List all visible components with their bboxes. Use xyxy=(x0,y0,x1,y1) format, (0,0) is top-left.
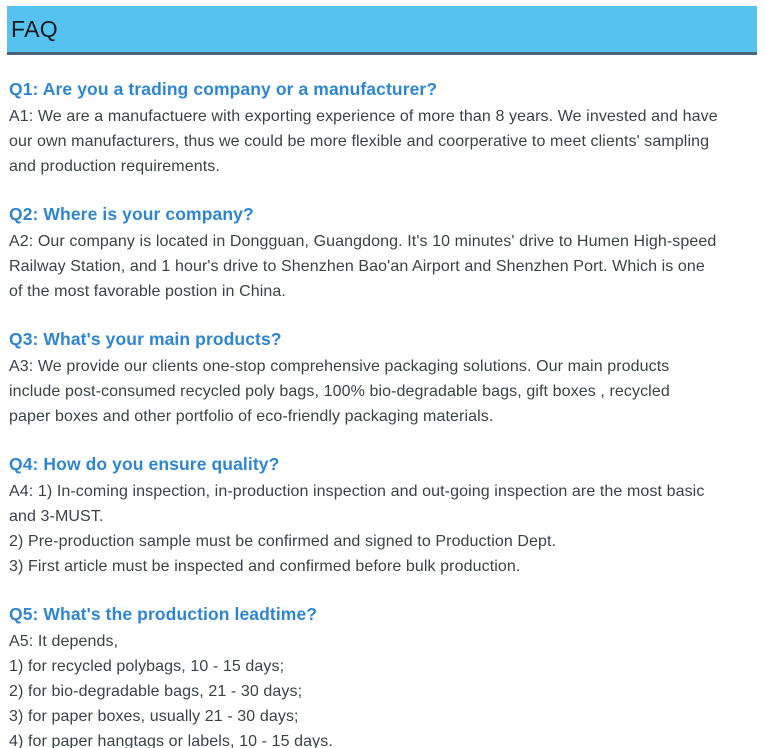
faq-answer xyxy=(9,229,755,304)
faq-answer-line: A3: We provide our clients one-stop comprehensive packaging solutions. Our main products xyxy=(9,358,670,375)
faq-item xyxy=(9,201,755,304)
faq-answer-line: 2) Pre-production sample must be confirmed and signed to Production Dept. xyxy=(9,533,557,550)
faq-answer-line: our own manufacturers, thus we could be more flexible and coorperative to meet clients' sampling xyxy=(9,133,710,150)
faq-question: Q3: What's your main products? xyxy=(9,329,282,349)
faq-answer-line: 4) for paper hangtags or labels, 10 - 15 days. xyxy=(9,733,333,748)
faq-answer xyxy=(9,354,755,429)
faq-answer-line: A1: We are a manufactuere with exporting experience of more than 8 years. We invested and have xyxy=(9,108,718,125)
faq-answer-line: and 3-MUST. xyxy=(9,508,104,525)
faq-section-header xyxy=(7,6,757,55)
faq-list xyxy=(0,55,765,748)
faq-answer-line: and production requirements. xyxy=(9,158,220,175)
faq-answer xyxy=(9,104,755,179)
faq-answer-line: 3) for paper boxes, usually 21 - 30 days; xyxy=(9,708,299,725)
faq-answer-line: of the most favorable postion in China. xyxy=(9,283,286,300)
page-title: FAQ xyxy=(11,15,58,42)
faq-answer-line: 1) for recycled polybags, 10 - 15 days; xyxy=(9,658,285,675)
faq-answer-line: include post-consumed recycled poly bags, 100% bio-degradable bags, gift boxes , recycled xyxy=(9,383,670,400)
faq-answer-line: paper boxes and other portfolio of eco-friendly packaging materials. xyxy=(9,408,494,425)
faq-item xyxy=(9,451,755,579)
faq-answer-line: 3) First article must be inspected and confirmed before bulk production. xyxy=(9,558,521,575)
faq-answer xyxy=(9,479,755,579)
faq-question: Q5: What's the production leadtime? xyxy=(9,604,318,624)
faq-question: Q2: Where is your company? xyxy=(9,204,254,224)
faq-answer-line: 2) for bio-degradable bags, 21 - 30 days; xyxy=(9,683,303,700)
faq-item xyxy=(9,326,755,429)
faq-answer-line: A5: It depends, xyxy=(9,633,119,650)
faq-item xyxy=(9,601,755,748)
faq-question: Q4: How do you ensure quality? xyxy=(9,454,280,474)
faq-answer-line: A2: Our company is located in Dongguan, Guangdong. It's 10 minutes' drive to Humen High-speed xyxy=(9,233,717,250)
faq-question: Q1: Are you a trading company or a manufacturer? xyxy=(9,79,438,99)
faq-answer xyxy=(9,629,755,748)
faq-answer-line: Railway Station, and 1 hour's drive to Shenzhen Bao'an Airport and Shenzhen Port. Which is one xyxy=(9,258,705,275)
faq-item xyxy=(9,76,755,179)
faq-answer-line: A4: 1) In-coming inspection, in-production inspection and out-going inspection are the most basic xyxy=(9,483,705,500)
